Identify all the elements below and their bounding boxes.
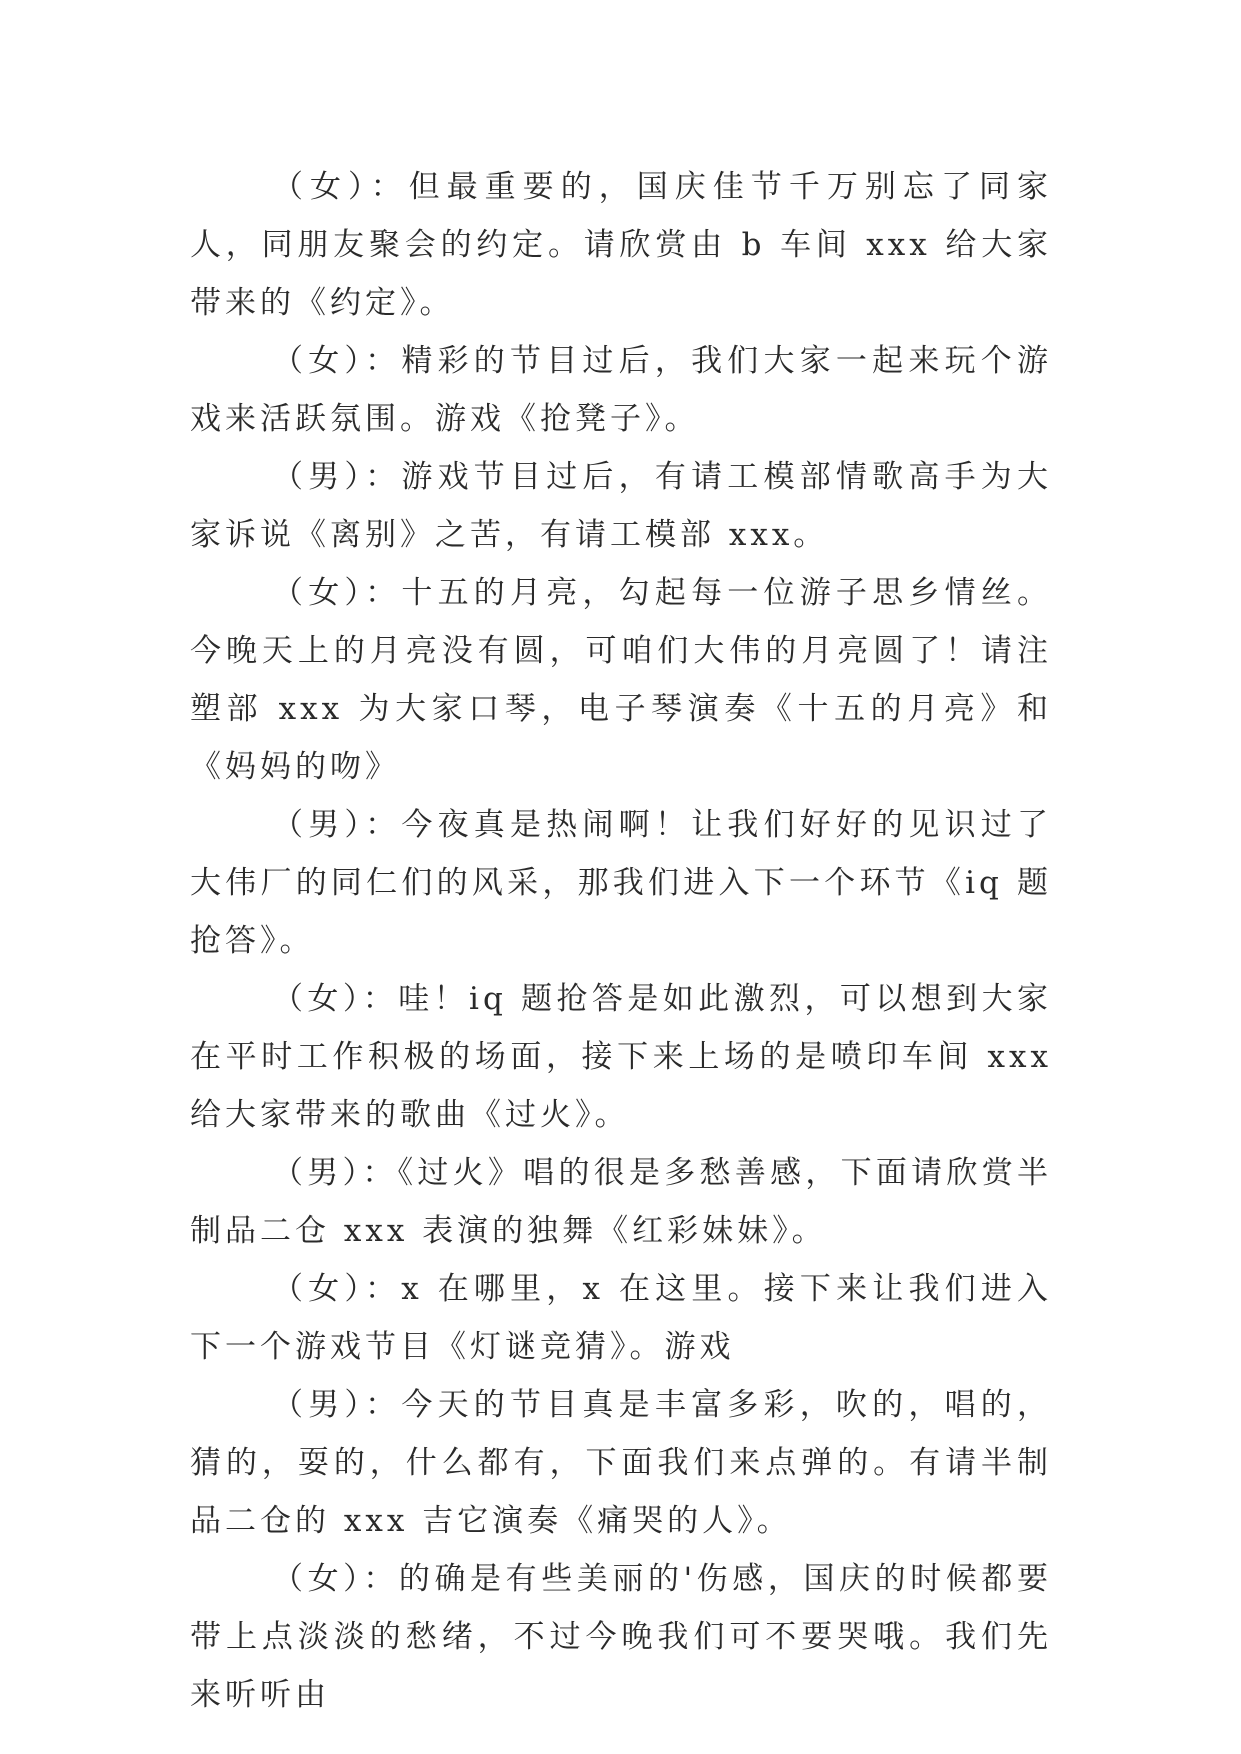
paragraph-4: （女）：十五的月亮，勾起每一位游子思乡情丝。今晚天上的月亮没有圆，可咱们大伟的月亮圆了！请注塑部 xxx 为大家口琴，电子琴演奏《十五的月亮》和《妈妈的吻》	[190, 575, 1052, 785]
paragraph-10: （女）：的确是有些美丽的'伤感，国庆的时候都要带上点淡淡的愁绪，不过今晚我们可不要哭哦。我们先来听听由	[190, 1561, 1052, 1713]
paragraph-5: （男）：今夜真是热闹啊！让我们好好的见识过了大伟厂的同仁们的风采，那我们进入下一个环节《iq 题抢答》。	[190, 807, 1052, 959]
document-body	[190, 158, 1052, 1724]
paragraph-8: （女）：x 在哪里，x 在这里。接下来让我们进入下一个游戏节目《灯谜竞猜》。游戏	[190, 1271, 1052, 1365]
paragraph-3: （男）：游戏节目过后，有请工模部情歌高手为大家诉说《离别》之苦，有请工模部 xxx。	[190, 459, 1052, 553]
paragraph-6: （女）：哇！iq 题抢答是如此激烈，可以想到大家在平时工作积极的场面，接下来上场的是喷印车间 xxx 给大家带来的歌曲《过火》。	[190, 981, 1052, 1133]
paragraph-1: （女）：但最重要的，国庆佳节千万别忘了同家人，同朋友聚会的约定。请欣赏由 b 车间 xxx 给大家带来的《约定》。	[190, 169, 1052, 321]
paragraph-7: （男）：《过火》唱的很是多愁善感，下面请欣赏半制品二仓 xxx 表演的独舞《红彩妹妹》。	[190, 1155, 1052, 1249]
paragraph-2: （女）：精彩的节目过后，我们大家一起来玩个游戏来活跃氛围。游戏《抢凳子》。	[190, 343, 1052, 437]
paragraph-9: （男）：今天的节目真是丰富多彩，吹的，唱的，猜的，耍的，什么都有，下面我们来点弹的。有请半制品二仓的 xxx 吉它演奏《痛哭的人》。	[190, 1387, 1052, 1539]
